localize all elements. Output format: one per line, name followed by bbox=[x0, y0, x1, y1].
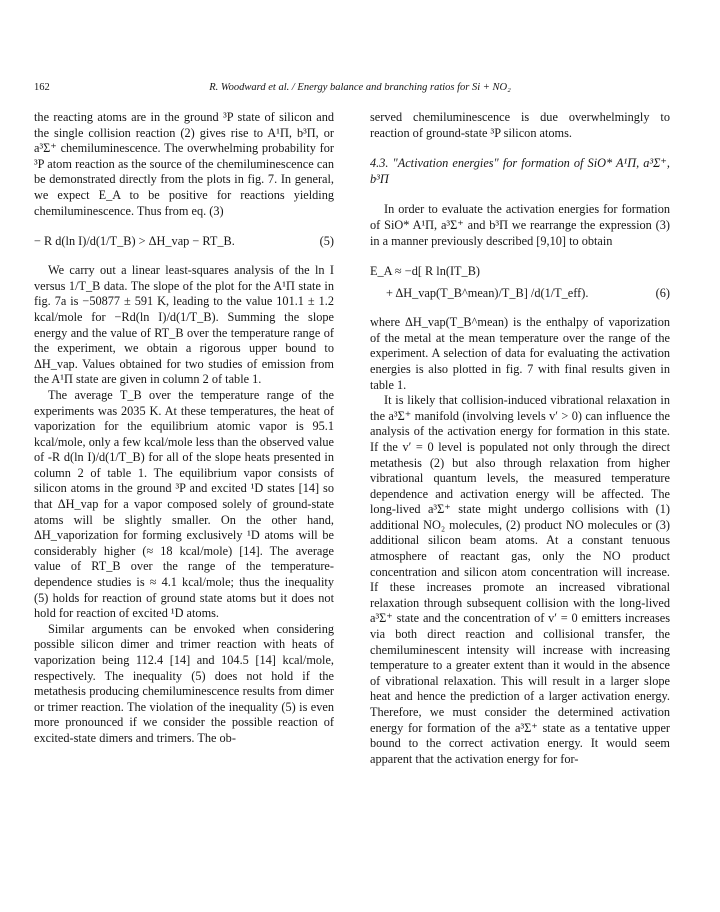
equation-6-line-1 bbox=[370, 260, 670, 282]
page-number: 162 bbox=[34, 82, 50, 93]
paragraph: Similar arguments can be envoked when considering possible silicon dimer and trimer reaction with heats of vaporization being 112.4 [14] and 104.5 [14] kcal/mole, respectively. The inequality (5) does not hold if the metathesis producing chemiluminescence results from dimer or trimer reaction. The violation of the inequality (5) is even more pronounced if we consider the possible reaction of excited-state dimers and trimers. The ob- bbox=[34, 621, 334, 745]
paragraph: the reacting atoms are in the ground ³P state of silicon and the single collision reaction (2) gives rise to A¹Π, b³Π, or a³Σ⁺ chemiluminescence. The overwhelming probability for ³P atom reaction as the source of the chemiluminescence can be demonstrated directly from the plots in fig. 7. In general, we expect E_A to be positive for reactions yielding chemiluminescence. Thus from eq. (3) bbox=[34, 110, 334, 218]
equation-body: + ΔH_vap(T_B^mean)/T_B] /d(1/T_eff). bbox=[386, 286, 589, 301]
paragraph: where ΔH_vap(T_B^mean) is the enthalpy of vaporization of the metal at the mean temperature over the range of the experiment. A selection of data for evaluating the activation energies is also plotted in fig. 7 with final results given in table 1. bbox=[370, 315, 670, 392]
equation-body: E_A ≈ −d[ R ln(IT_B) bbox=[370, 264, 480, 279]
section-heading: 4.3. "Activation energies" for formation of SiO* A¹Π, a³Σ⁺, b³Π bbox=[370, 156, 670, 186]
paragraph: The average T_B over the temperature range of the experiments was 2035 K. At these temperatures, the heat of vaporization for the equilibrium atomic vapor is 95.1 kcal/mole, only a few kcal/mole less than the observed value of -R d(ln I)/d(1/T_B) for all of the slope heats presented in column 2 of table 1. The equilibrium vapor consists of silicon atoms in the ground ³P and excited ¹D states [14] so that ΔH_vap for a vapor composed solely of ground-state atoms will be slightly smaller. On the other hand, ΔH_vaporization for forming exclusively ¹D atoms will be considerably higher (≈ 18 kcal/mole) [14]. The average value of RT_B over the range of the temperature-dependence studies is ≈ 4.1 kcal/mole; thus the inequality (5) holds for reaction of ground state atoms but it does not hold for reaction of excited ¹D atoms. bbox=[34, 387, 334, 621]
paragraph: In order to evaluate the activation energies for formation of SiO* A¹Π, a³Σ⁺ and b³Π we rearrange the expression (3) in a manner previously described [9,10] to obtain bbox=[370, 202, 670, 248]
paragraph: We carry out a linear least-squares analysis of the ln I versus 1/T_B data. The slope of the plot for the A¹Π state in fig. 7a is −50877 ± 591 K, leading to the value 101.1 ± 1.2 kcal/mole for −Rd(ln I)/d(1/T_B). Summing the slope energy and the value of RT_B over the temperature range of the experiment, we obtain a rigorous upper bound to ΔH_vap. Values obtained for two studies of emission from the A¹Π state are given in column 2 of table 1. bbox=[34, 263, 334, 387]
equation-number: (5) bbox=[319, 234, 334, 249]
equation-6-line-2 bbox=[370, 282, 670, 304]
equation-5 bbox=[34, 230, 334, 252]
running-head: R. Woodward et al. / Energy balance and branching ratios for Si + NO₂ bbox=[209, 82, 511, 93]
equation-body: − R d(ln I)/d(1/T_B) > ΔH_vap − RT_B. bbox=[34, 234, 235, 249]
paragraph: It is likely that collision-induced vibrational relaxation in the a³Σ⁺ manifold (involving levels v′ > 0) can influence the analysis of the activation energy for formation in this state. If the v′ = 0 level is populated not only through the direct metathesis (2) but also through relaxation from higher vibrational quantum levels, the measured temperature dependence and activation energy will be affected. The long-lived a³Σ⁺ state might undergo collisions with (1) additional NO₂ molecules, (2) product NO molecules or (3) additional silicon beam atoms. At a constant tenuous atmosphere of reactant gas, only the NO product concentration and silicon atom concentration will increase. If these increases promote an increased vibrational relaxation through subsequent collision with the long-lived a³Σ⁺ state and the concentration of v′ = 0 emitters increases via both direct reaction and collisional transfer, the chemiluminescent intensity will increase with increasing temperature to a greater extent than it would in the absence of vibrational relaxation. This will result in a larger slope heat and hence the prediction of a larger activation energy. Therefore, we must consider the determined activation energy for formation of the a³Σ⁺ state as a tentative upper bound to the correct activation energy. It would seem apparent that the activation energy for for- bbox=[370, 393, 670, 766]
right-column bbox=[370, 110, 670, 767]
page-header bbox=[34, 82, 686, 100]
left-column bbox=[34, 110, 334, 747]
equation-number: (6) bbox=[655, 286, 670, 301]
paragraph: served chemiluminescence is due overwhelmingly to reaction of ground-state ³P silicon atoms. bbox=[370, 110, 670, 140]
